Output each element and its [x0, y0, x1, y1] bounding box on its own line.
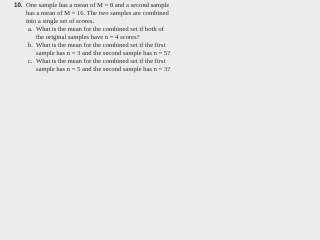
question-text-line-1: One sample has a mean of M = 8 and a second sample: [26, 2, 170, 9]
part-b-text-2: sample has n = 3 and the second sample has n = 5?: [36, 50, 171, 57]
part-a-line-1: [28, 26, 164, 34]
question-text-line-2: has a mean of M = 16. The two samples are combined: [26, 10, 169, 17]
part-c-label: c.: [28, 58, 33, 65]
part-a-text-2: the original samples have n = 4 scores?: [36, 34, 140, 41]
part-b-text-1: What is the mean for the combined set if the first: [36, 42, 166, 49]
part-a-text-1: What is the mean for the combined set if both of: [36, 26, 164, 33]
part-b-line-1: [28, 42, 165, 50]
question-text-line-3: into a single set of scores.: [26, 18, 95, 25]
part-a-label: a.: [28, 26, 33, 33]
question-page: [0, 0, 200, 83]
part-c-line-1: [28, 58, 165, 66]
question-number: 10.: [14, 2, 23, 9]
part-b-label: b.: [28, 42, 33, 49]
question-line-1: [14, 2, 169, 10]
part-c-text-2: sample has n = 5 and the second sample has n = 3?: [36, 66, 171, 73]
part-c-text-1: What is the mean for the combined set if the first: [36, 58, 166, 65]
